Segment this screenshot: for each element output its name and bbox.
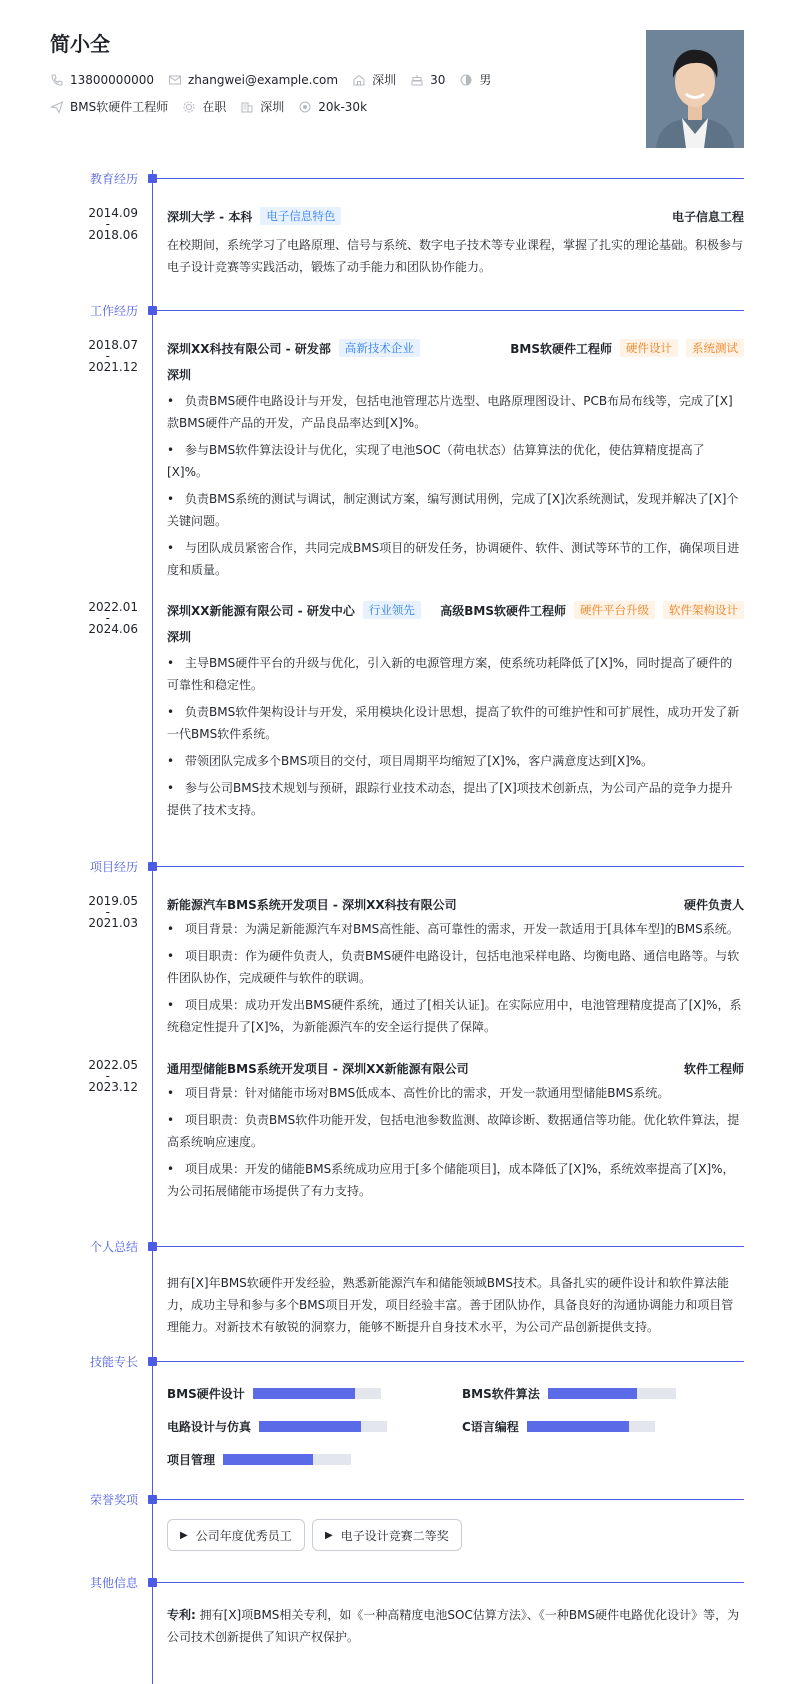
project-1-dash: - [105,905,110,919]
awards-title: 荣誉奖项 [89,1493,138,1507]
age-item [410,73,445,87]
gender-item [459,71,491,88]
send-icon [50,100,64,114]
skill-bar [548,1388,676,1399]
work-1-start: 2018.07 [88,338,138,352]
summary-title: 个人总结 [89,1240,138,1254]
home-icon [352,73,366,87]
skill-name: 电路设计与仿真 [167,1420,252,1434]
work-rule [157,310,744,311]
skill-bar [253,1388,381,1399]
job-title-item [50,98,168,115]
skills-dot [148,1357,157,1366]
summary-rule [157,1246,744,1247]
awards-dot [148,1495,157,1504]
skill-item [167,1451,351,1468]
education-title: 教育经历 [89,172,138,186]
project-1-entry [167,894,744,1043]
project-2-list [167,1082,744,1202]
work-1-role: BMS软硬件工程师 [510,341,612,356]
skill-name: BMS硬件设计 [167,1387,245,1401]
list-item: • 带领团队完成多个BMS项目的交付，项目周期平均缩短了[X]%，客户满意度达到[X]%。 [167,754,654,768]
skills-rule [157,1361,744,1362]
award-name: 电子设计竞赛二等奖 [340,1528,449,1543]
work-1-role-tag-1: 硬件设计 [620,339,678,357]
project-2-end: 2023.12 [88,1080,138,1094]
summary-entry [167,1264,744,1338]
target-city-item [240,98,284,115]
status-icon [182,100,196,114]
work-1-location: 深圳 [167,368,192,382]
school-tag: 电子信息特色 [260,207,341,225]
list-item: • 项目职责：作为硬件负责人，负责BMS硬件电路设计，包括电池采样电路、均衡电路、通信电路等。与软件团队协作，完成硬件与软件的联调。 [167,949,740,985]
list-item: • 参与BMS软件算法设计与优化，实现了电池SOC（荷电状态）估算算法的优化，使估算精度提高了[X]%。 [167,443,705,479]
project-1-start: 2019.05 [88,894,138,908]
mail-icon [168,73,182,87]
list-item: • 项目背景：为满足新能源汽车对BMS高性能、高可靠性的需求，开发一款适用于[具体车型]的BMS系统。 [167,922,739,936]
target-city-value: 深圳 [260,100,285,114]
project-1-list [167,918,744,1038]
gender-icon [459,73,473,87]
patent-label: 专利: [167,1608,196,1622]
skill-item [462,1385,676,1402]
education-start: 2014.09 [88,206,138,220]
education-dash: - [105,217,110,231]
skill-fill [223,1454,313,1465]
age-icon [410,73,424,87]
work-2-start: 2022.01 [88,600,138,614]
projects-dot [148,862,157,871]
skill-name: 项目管理 [167,1453,216,1467]
education-desc: 在校期间，系统学习了电路原理、信号与系统、数字电子技术等专业课程，掌握了扎实的理论基础。积极参与电子设计竞赛等实践活动，锻炼了动手能力和团队协作能力。 [167,238,744,274]
project-1-end: 2021.03 [88,916,138,930]
summary-dot [148,1242,157,1251]
skill-item [167,1418,387,1435]
work-2-entry [167,600,744,826]
skill-name: BMS软件算法 [462,1387,540,1401]
skill-fill [253,1388,355,1399]
salary-item [298,100,367,114]
skill-fill [527,1421,629,1432]
project-1-head [167,894,744,914]
phone-value: 13800000000 [70,72,154,87]
list-item: • 项目成果：开发的储能BMS系统成功应用于[多个储能项目]，成本降低了[X]%，系统效率提高了[X]%，为公司拓展储能市场提供了有力支持。 [167,1162,735,1198]
work-1-head [167,338,744,358]
school-name: 深圳大学 - 本科 [167,209,253,224]
work-2-end: 2024.06 [88,622,138,636]
projects-rule [157,866,744,867]
work-2-role-tag-1: 硬件平台升级 [574,601,655,619]
email-item [168,73,338,87]
list-item: • 主导BMS硬件平台的升级与优化，引入新的电源管理方案，使系统功耗降低了[X]%，同时提高了硬件的可靠性和稳定性。 [167,656,733,692]
phone-item [50,73,154,87]
education-dot [148,174,157,183]
other-entry [167,1604,744,1648]
job-title-value: BMS软硬件工程师 [70,100,169,114]
summary-text: 拥有[X]年BMS软硬件开发经验，熟悉新能源汽车和储能领域BMS技术。具备扎实的硬件设计和软件算法能力，成功主导和参与多个BMS项目开发，项目经验丰富。善于团队协作，具备良好的沟通协调能力和项目管理能力。对新技术有敏锐的洞察力，能够不断提升自身技术水平，为公司产品创新提供支持。 [167,1276,734,1334]
education-rule [157,178,744,179]
work-2-list [167,652,744,821]
project-2-dash: - [105,1069,110,1083]
work-1-role-tag-2: 系统测试 [686,339,744,357]
play-icon: ▶ [325,1529,333,1541]
award-chip [167,1519,305,1551]
work-2-dash: - [105,611,110,625]
work-2-role-tag-2: 软件架构设计 [663,601,744,619]
work-2-role: 高级BMS软硬件工程师 [440,603,566,618]
age-value: 30 [430,72,446,87]
education-entry [167,206,744,278]
list-item: • 参与公司BMS技术规划与预研，跟踪行业技术动态，提出了[X]项技术创新点，为公司产品的竞争力提升提供了技术支持。 [167,781,733,817]
work-1-entry [167,338,744,586]
work-2-head [167,600,744,620]
status-item [182,98,226,115]
skill-bar [223,1454,351,1465]
work-1-company-tag: 高新技术企业 [339,339,420,357]
work-2-company-tag: 行业领先 [363,601,421,619]
city-value: 深圳 [372,73,397,87]
award-name: 公司年度优秀员工 [195,1528,292,1543]
project-2-head [167,1058,744,1078]
list-item: • 项目背景：针对储能市场对BMS低成本、高性价比的需求，开发一款通用型储能BMS系统。 [167,1086,670,1100]
phone-icon [50,73,64,87]
skill-fill [259,1421,361,1432]
education-date [72,206,138,242]
work-1-dash: - [105,349,110,363]
awards-list [167,1519,744,1553]
project-1-name: 新能源汽车BMS系统开发项目 - 深圳XX科技有限公司 [167,897,457,912]
project-1-date [72,894,138,930]
skill-name: C语言编程 [462,1420,519,1434]
salary-icon [298,100,312,114]
list-item: • 负责BMS软件架构设计与开发，采用模块化设计思想，提高了软件的可维护性和可扩展性，成功开发了新一代BMS软件系统。 [167,705,740,741]
city-item [352,71,396,88]
list-item: • 与团队成员紧密合作，共同完成BMS项目的研发任务，协调硬件、软件、测试等环节的工作，确保项目进度和质量。 [167,541,740,577]
project-2-date [72,1058,138,1094]
skills-title: 技能专长 [89,1355,138,1369]
list-item: • 项目成果：成功开发出BMS硬件系统，通过了[相关认证]。在实际应用中，电池管理精度提高了[X]%，系统稳定性提升了[X]%，为新能源汽车的安全运行提供了保障。 [167,998,742,1034]
awards-rule [157,1499,744,1500]
salary-value: 20k-30k [318,99,368,114]
work-2-company: 深圳XX新能源有限公司 - 研发中心 [167,603,355,618]
contact-row [50,71,505,88]
skill-fill [548,1388,638,1399]
list-item: • 项目职责：负责BMS软件功能开发，包括电池参数监测、故障诊断、数据通信等功能。优化软件算法，提高系统响应速度。 [167,1113,740,1149]
projects-title: 项目经历 [89,860,138,874]
work-1-end: 2021.12 [88,360,138,374]
work-1-list [167,390,744,581]
list-item: • 负责BMS硬件电路设计与开发，包括电池管理芯片选型、电路原理图设计、PCB布局布线等，完成了[X]款BMS硬件产品的开发，产品良品率达到[X]%。 [167,394,733,430]
major-name: 电子信息工程 [671,209,744,224]
work-dot [148,306,157,315]
profile-photo [646,30,744,148]
patent-text: 拥有[X]项BMS相关专利，如《一种高精度电池SOC估算方法》、《一种BMS硬件电路优化设计》等，为公司技术创新提供了知识产权保护。 [167,1608,740,1644]
resume-header [50,28,744,148]
play-icon: ▶ [180,1529,188,1541]
project-2-start: 2022.05 [88,1058,138,1072]
work-1-company: 深圳XX科技有限公司 - 研发部 [167,341,331,356]
work-2-location: 深圳 [167,630,192,644]
project-1-role: 硬件负责人 [683,897,744,912]
project-2-name: 通用型储能BMS系统开发项目 - 深圳XX新能源有限公司 [167,1061,469,1076]
status-value: 在职 [202,100,227,114]
education-head [167,206,744,226]
project-2-role: 软件工程师 [683,1061,744,1076]
skill-bar [259,1421,387,1432]
email-value: zhangwei@example.com [187,72,339,87]
timeline-line [152,170,153,1684]
work-2-date [72,600,138,636]
other-dot [148,1578,157,1587]
skill-bar [527,1421,655,1432]
education-end: 2018.06 [88,228,138,242]
work-title: 工作经历 [89,304,138,318]
other-title: 其他信息 [89,1576,138,1590]
job-intent-row [50,98,381,115]
gender-value: 男 [479,73,492,87]
other-rule [157,1582,744,1583]
skill-item [167,1385,381,1402]
project-2-entry [167,1058,744,1207]
candidate-name: 简小全 [50,32,110,56]
building-icon [240,100,254,114]
award-chip [312,1519,462,1551]
skill-item [462,1418,655,1435]
work-1-date [72,338,138,374]
list-item: • 负责BMS系统的测试与调试，制定测试方案，编写测试用例，完成了[X]次系统测试，发现并解决了[X]个关键问题。 [167,492,739,528]
